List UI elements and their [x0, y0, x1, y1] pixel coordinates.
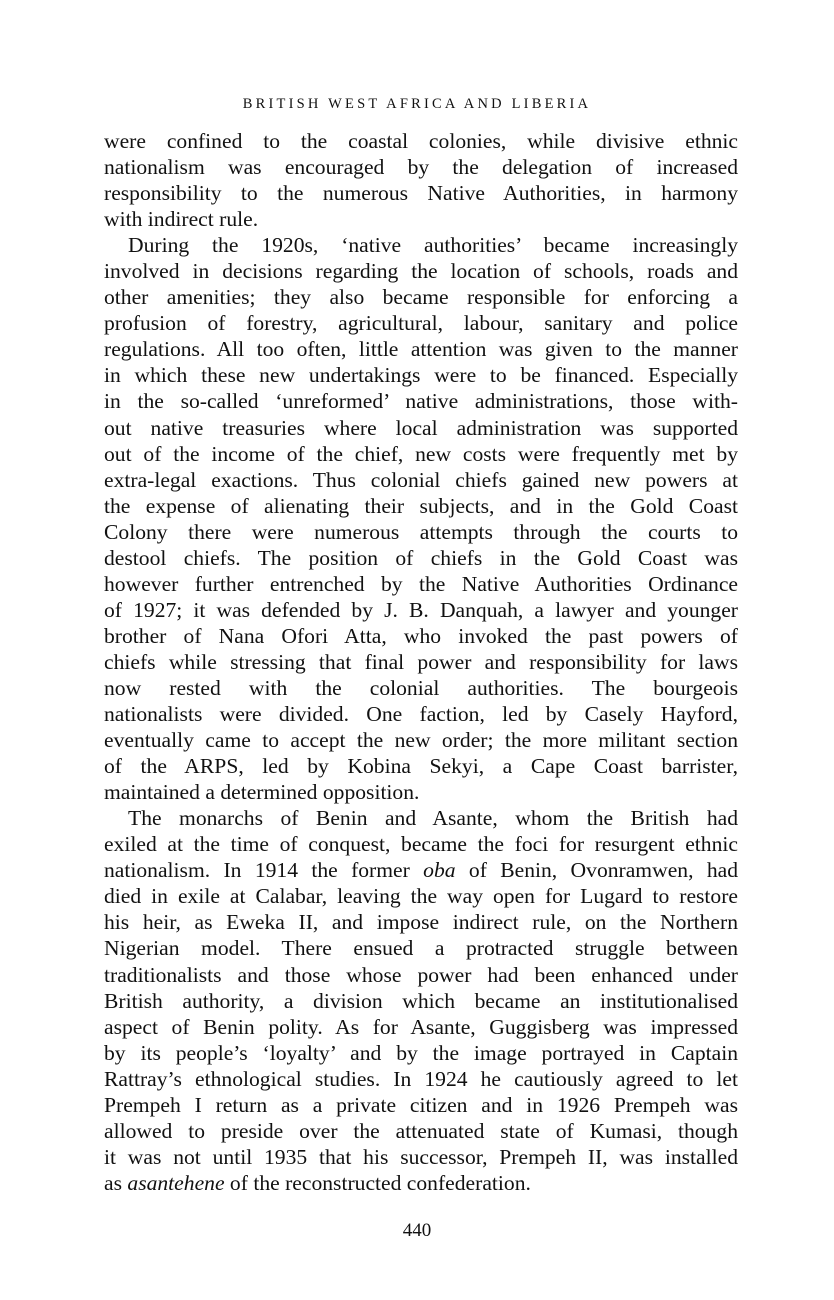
page-number: 440: [402, 1220, 432, 1241]
text-segment: nationalism. In 1914 the former: [104, 858, 424, 883]
text-line: nationalists were divided. One faction, led by Casely Hayford,: [104, 702, 738, 727]
text-line: During the 1920s, ‘native authorities’ became increasingly: [128, 233, 738, 258]
text-line: his heir, as Eweka II, and impose indirect rule, on the Northern: [104, 910, 738, 935]
text-line: other amenities; they also became responsible for enforcing a: [104, 285, 738, 310]
text-line: however further entrenched by the Native Authorities Ordinance: [104, 571, 738, 596]
text-line: died in exile at Calabar, leaving the way open for Lugard to restore: [104, 884, 738, 909]
text-line: British authority, a division which became an institutionalised: [104, 988, 738, 1013]
text-line: by its people’s ‘loyalty’ and by the image portrayed in Captain: [104, 1040, 738, 1065]
text-line: out of the income of the chief, new costs were frequently met by: [104, 441, 738, 466]
text-line: responsibility to the numerous Native Authorities, in harmony: [104, 181, 738, 206]
running-head: BRITISH WEST AFRICA AND LIBERIA: [242, 96, 592, 112]
text-line: now rested with the colonial authorities. The bourgeois: [104, 675, 738, 700]
text-line: with indirect rule.: [104, 207, 259, 232]
text-line: [104, 857, 738, 883]
text-line: involved in decisions regarding the location of schools, roads and: [104, 259, 738, 284]
text-line: brother of Nana Ofori Atta, who invoked the past powers of: [104, 623, 738, 648]
text-line: out native treasuries where local administration was supported: [104, 415, 738, 440]
text-line: extra-legal exactions. Thus colonial chiefs gained new powers at: [104, 467, 738, 492]
text-line: nationalism was encouraged by the delegation of increased: [104, 155, 738, 180]
text-segment: of Benin, Ovonramwen, had: [455, 858, 738, 883]
text-line: [104, 1170, 738, 1196]
text-line: exiled at the time of conquest, became the foci for resurgent ethnic: [104, 832, 738, 857]
text-line: The monarchs of Benin and Asante, whom the British had: [128, 806, 738, 831]
text-line: allowed to preside over the attenuated state of Kumasi, though: [104, 1118, 738, 1143]
text-line: in the so-called ‘unreformed’ native administrations, those with-: [104, 389, 738, 414]
text-segment: of the reconstructed confederation.: [224, 1170, 531, 1195]
text-line: regulations. All too often, little attention was given to the manner: [104, 337, 738, 362]
text-line: Colony there were numerous attempts through the courts to: [104, 519, 738, 544]
text-line: in which these new undertakings were to be financed. Especially: [104, 363, 738, 388]
text-segment: as: [104, 1170, 128, 1195]
text-line: maintained a determined opposition.: [104, 780, 420, 805]
text-line: Rattray’s ethnological studies. In 1924 he cautiously agreed to let: [104, 1066, 738, 1091]
body-text: [104, 128, 738, 1196]
text-line: the expense of alienating their subjects, and in the Gold Coast: [104, 493, 738, 518]
text-line: eventually came to accept the new order; the more militant section: [104, 728, 738, 753]
text-line: it was not until 1935 that his successor, Prempeh II, was installed: [104, 1144, 738, 1169]
text-line: traditionalists and those whose power had been enhanced under: [104, 962, 738, 987]
text-line: of the ARPS, led by Kobina Sekyi, a Cape Coast barrister,: [104, 754, 738, 779]
text-line: destool chiefs. The position of chiefs in the Gold Coast was: [104, 545, 738, 570]
text-line: of 1927; it was defended by J. B. Danquah, a lawyer and younger: [104, 597, 738, 622]
text-line: Nigerian model. There ensued a protracted struggle between: [104, 936, 738, 961]
italic-term: oba: [423, 858, 456, 883]
italic-term: asantehene: [127, 1170, 225, 1195]
text-line: chiefs while stressing that final power and responsibility for laws: [104, 649, 738, 674]
text-line: profusion of forestry, agricultural, labour, sanitary and police: [104, 311, 738, 336]
text-line: aspect of Benin polity. As for Asante, Guggisberg was impressed: [104, 1014, 738, 1039]
text-line: Prempeh I return as a private citizen and in 1926 Prempeh was: [104, 1092, 738, 1117]
text-line: were confined to the coastal colonies, while divisive ethnic: [104, 129, 738, 153]
